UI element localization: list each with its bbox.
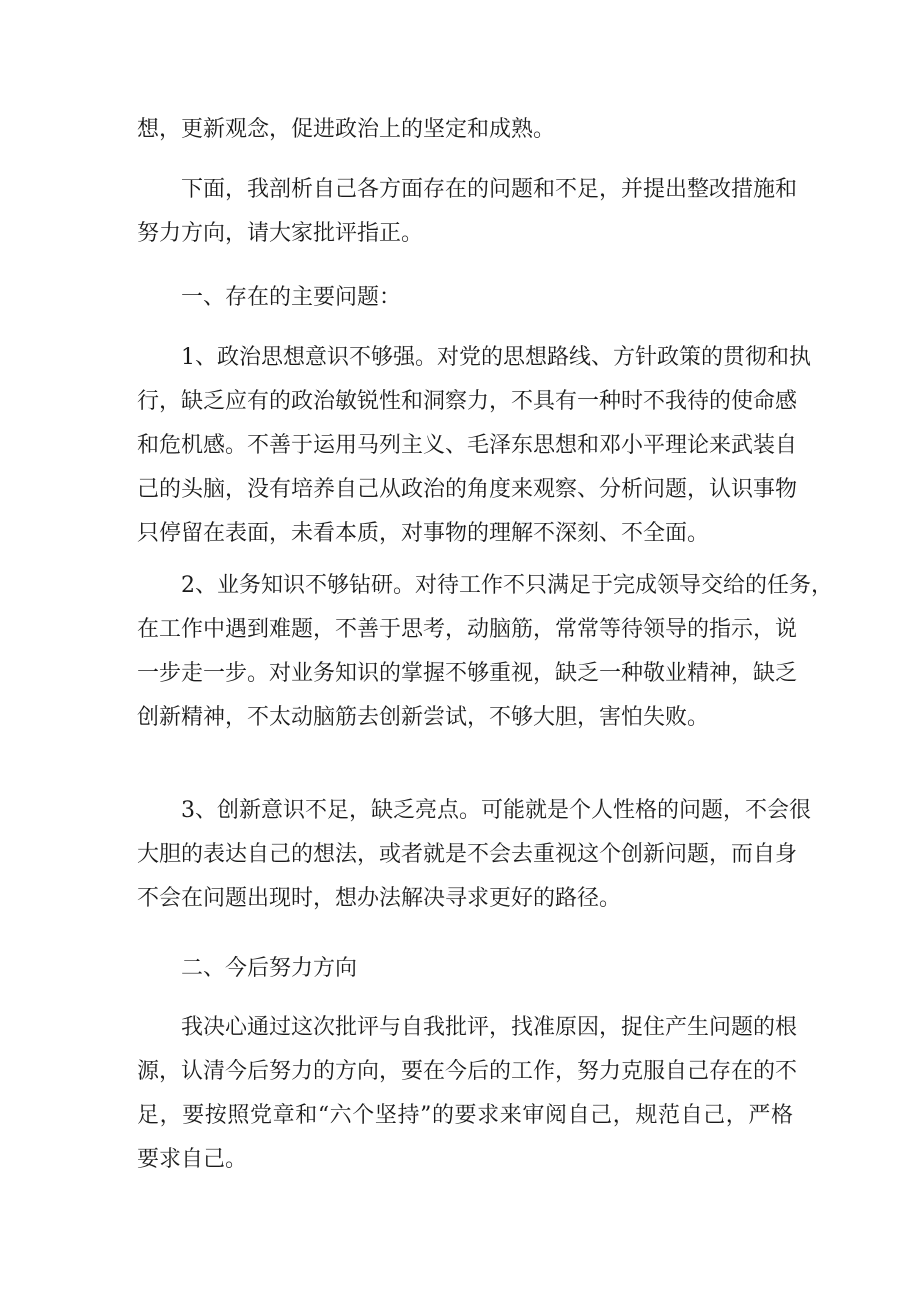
paragraph-line: 不会在问题出现时，想办法解决寻求更好的路径。 xyxy=(137,886,622,911)
paragraph-line: 创新精神，不太动脑筋去创新尝试，不够大胆，害怕失败。 xyxy=(137,705,710,730)
paragraph-line: 3、创新意识不足，缺乏亮点。可能就是个人性格的问题，不会很 xyxy=(181,798,811,823)
paragraph-line: 源，认清今后努力的方向，要在今后的工作，努力克服自己存在的不 xyxy=(137,1059,798,1084)
paragraph-line: 我决心通过这次批评与自我批评，找准原因，捉住产生问题的根 xyxy=(181,1015,798,1040)
intro-paragraph xyxy=(137,168,798,256)
paragraph-line: 一步走一步。对业务知识的掌握不够重视，缺乏一种敬业精神，缺乏 xyxy=(137,661,798,686)
section-heading-direction: 二、今后努力方向 xyxy=(181,956,358,981)
item-3-paragraph xyxy=(137,789,811,921)
paragraph-line: 在工作中遇到难题，不善于思考，动脑筋，常常等待领导的指示，说 xyxy=(137,617,798,642)
paragraph-line: 行，缺乏应有的政治敏锐性和洞察力，不具有一种时不我待的使命感 xyxy=(137,389,798,414)
paragraph-line: 己的头脑，没有培养自己从政治的角度来观察、分析问题，认识事物 xyxy=(137,477,798,502)
paragraph-line: 和危机感。不善于运用马列主义、毛泽东思想和邓小平理论来武装自 xyxy=(137,433,798,458)
paragraph-line: 大胆的表达自己的想法，或者就是不会去重视这个创新问题，而自身 xyxy=(137,842,798,867)
continuation-paragraph xyxy=(137,108,793,152)
item-2-paragraph xyxy=(137,564,833,740)
direction-paragraph xyxy=(137,1006,798,1182)
section-heading-problems: 一、存在的主要问题： xyxy=(181,285,402,310)
paragraph-line: 要求自己。 xyxy=(137,1147,248,1172)
paragraph-line: 2、业务知识不够钻研。对待工作不只满足于完成领导交给的任务， xyxy=(181,573,833,598)
paragraph-line: 只停留在表面，未看本质，对事物的理解不深刻、不全面。 xyxy=(137,521,710,546)
paragraph-line: 想，更新观念，促进政治上的坚定和成熟。 xyxy=(137,117,556,142)
item-1-paragraph xyxy=(137,336,811,556)
paragraph-line: 努力方向，请大家批评指正。 xyxy=(137,221,424,246)
paragraph-line: 1、政治思想意识不够强。对党的思想路线、方针政策的贯彻和执 xyxy=(181,345,811,370)
paragraph-line: 足，要按照党章和“六个坚持”的要求来审阅自己，规范自己，严格 xyxy=(137,1103,793,1128)
paragraph-line: 下面，我剖析自己各方面存在的问题和不足，并提出整改措施和 xyxy=(181,177,798,202)
